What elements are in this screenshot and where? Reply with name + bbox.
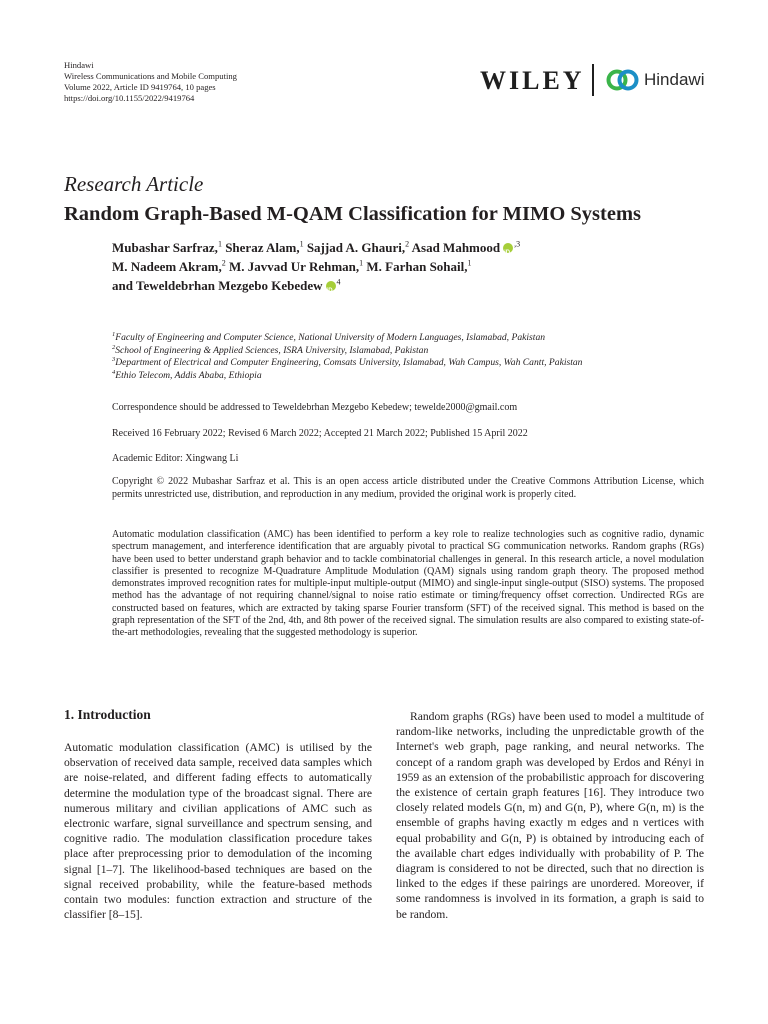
author-affiliation-mark: ,3 <box>514 239 521 249</box>
affiliation-number: 2 <box>112 343 116 351</box>
publisher-name: Hindawi <box>64 60 94 70</box>
author-name[interactable]: M. Farhan Sohail, <box>366 259 468 274</box>
affiliation-item <box>112 370 582 383</box>
author-name[interactable]: and Teweldebrhan Mezgebo Kebedew <box>112 278 323 293</box>
intro-paragraph: Automatic modulation classification (AMC) is utilised by the observation of received data sample, received data samples which are noise-related, and different fading effects to automatically determine the modulation type of the broadcast signal. There are numerous military and civilian applications of AMC such as electronic warfare, signal surveillance and spectrum sensing, and cognitive radio. The modulation classification procedure takes place after preprocessing prior to demodulation of the incoming signal [1–7]. The likelihood-based techniques are based on the signal received probability, while the feature-based methods contain two modules: function extraction and structure of the classifier [8–15]. <box>64 741 372 922</box>
author-name[interactable]: Asad Mahmood <box>411 240 501 255</box>
author-affiliation-mark: 1 <box>299 239 304 249</box>
affiliation-number: 1 <box>112 330 116 338</box>
affiliation-item <box>112 357 582 370</box>
affiliation-number: 3 <box>112 355 116 363</box>
logo-divider <box>592 64 594 96</box>
affiliation-item <box>112 332 582 345</box>
affiliation-text: Ethio Telecom, Addis Ababa, Ethiopia <box>115 369 262 381</box>
affiliation-text: Faculty of Engineering and Computer Science, National University of Modern Languages, Islamabad, Pakistan <box>115 332 546 343</box>
section-heading-introduction: 1. Introduction <box>64 707 151 722</box>
paper-title: Random Graph-Based M-QAM Classification for MIMO Systems <box>64 203 642 225</box>
author-affiliation-mark: 1 <box>359 258 364 268</box>
hindawi-logo-icon <box>606 68 640 92</box>
orcid-icon[interactable] <box>326 281 336 291</box>
author-name[interactable]: Sheraz Alam, <box>225 240 300 255</box>
doi-link[interactable]: https://doi.org/10.1155/2022/9419764 <box>64 93 195 103</box>
author-name[interactable]: M. Nadeem Akram, <box>112 259 222 274</box>
author-name[interactable]: M. Javvad Ur Rehman, <box>229 259 360 274</box>
wiley-logo: WILEY <box>480 66 585 95</box>
affiliation-text: School of Engineering & Applied Sciences, ISRA University, Islamabad, Pakistan <box>115 344 429 356</box>
author-name[interactable]: Sajjad A. Ghauri, <box>306 240 406 255</box>
affiliations <box>112 332 582 382</box>
author-affiliation-mark: 2 <box>221 258 226 268</box>
affiliation-item <box>112 345 582 358</box>
volume-info: Volume 2022, Article ID 9419764, 10 pages <box>64 82 216 92</box>
copyright-notice: Copyright © 2022 Mubashar Sarfraz et al. This is an open access article distributed under the Creative Commons Attribution License, which permits unrestricted use, distribution, and reproduction in any medium, provided the original work is properly cited. <box>112 476 704 500</box>
author-affiliation-mark: 2 <box>405 239 410 249</box>
publication-dates: Received 16 February 2022; Revised 6 March 2022; Accepted 21 March 2022; Published 15 April 2022 <box>112 428 528 439</box>
author-affiliation-mark: 1 <box>467 258 472 268</box>
author-affiliation-mark: 1 <box>217 239 222 249</box>
hindawi-logo-text: Hindawi <box>644 70 705 89</box>
intro-paragraph: Random graphs (RGs) have been used to model a multitude of random-like networks, including the unpredictable growth of the Internet's web graph, page ranking, and neural networks. The concept of a random graph was developed by Erdos and Rényi in 1959 as an extension of the probabilistic approach for discovering the existence of certain graph features [16]. They introduce two closely related models G(n, m) and G(n, P), where G(n, m) is the ensemble of graphs having exactly m edges and n vertices with equal probability and G(n, P) is obtained by introducing each of the available chart edges individually with probability of P. The diagram is considered to not be directed, such that no direction is linked to the edges if these pairings are unordered. Moreover, if some randomness is involved in its formation, a graph is said to be random. <box>396 710 704 921</box>
correspondence: Correspondence should be addressed to Teweldebrhan Mezgebo Kebedew; tewelde2000@gmail.com <box>112 402 518 413</box>
journal-meta <box>64 60 237 104</box>
publisher-logos <box>480 62 720 102</box>
abstract: Automatic modulation classification (AMC) has been identified to perform a key role to realize technologies such as cognitive radio, dynamic spectrum management, and interference identification that are arguably pivotal to practical SG communication networks. Random graphs (RGs) have been used to better understand graph behavior and to tackle combinatorial challenges in general. In this research article, a novel modulation classifier is presented to recognize M-Quadrature Amplitude Modulation (QAM) signals using random graph theory. The proposed method demonstrates improved recognition rates for multiple-input multiple-output (MIMO) and single-input single-output (SISO) systems. The proposed method has the advantage of not requiring channel/signal to noise ratio estimate or timing/frequency offset correction. Undirected RGs are constructed based on features, which are extracted by taking sparse Fourier transform (SFT) of the received signal. This method is based on the graph representation of the SFT of the 2nd, 4th, and 8th power of the received signal. The simulation results are also compared to existing state-of-the-art methodologies, revealing that the suggested methodology is superior. <box>112 529 704 639</box>
academic-editor: Academic Editor: Xingwang Li <box>112 453 239 464</box>
intro-column-right <box>396 709 704 922</box>
author-line-2 <box>112 257 520 276</box>
author-name[interactable]: Mubashar Sarfraz, <box>112 240 218 255</box>
affiliation-text: Department of Electrical and Computer Engineering, Comsats University, Islamabad, Wah Campus, Wah Cantt, Pakistan <box>115 357 583 368</box>
author-line-3 <box>112 276 520 295</box>
journal-name: Wireless Communications and Mobile Computing <box>64 71 237 81</box>
intro-column-left <box>64 740 372 922</box>
author-affiliation-mark: 4 <box>336 277 341 287</box>
orcid-icon[interactable] <box>503 243 513 253</box>
author-line-1 <box>112 238 520 257</box>
author-list <box>112 238 520 295</box>
affiliation-number: 4 <box>112 368 116 376</box>
article-type: Research Article <box>64 172 204 196</box>
